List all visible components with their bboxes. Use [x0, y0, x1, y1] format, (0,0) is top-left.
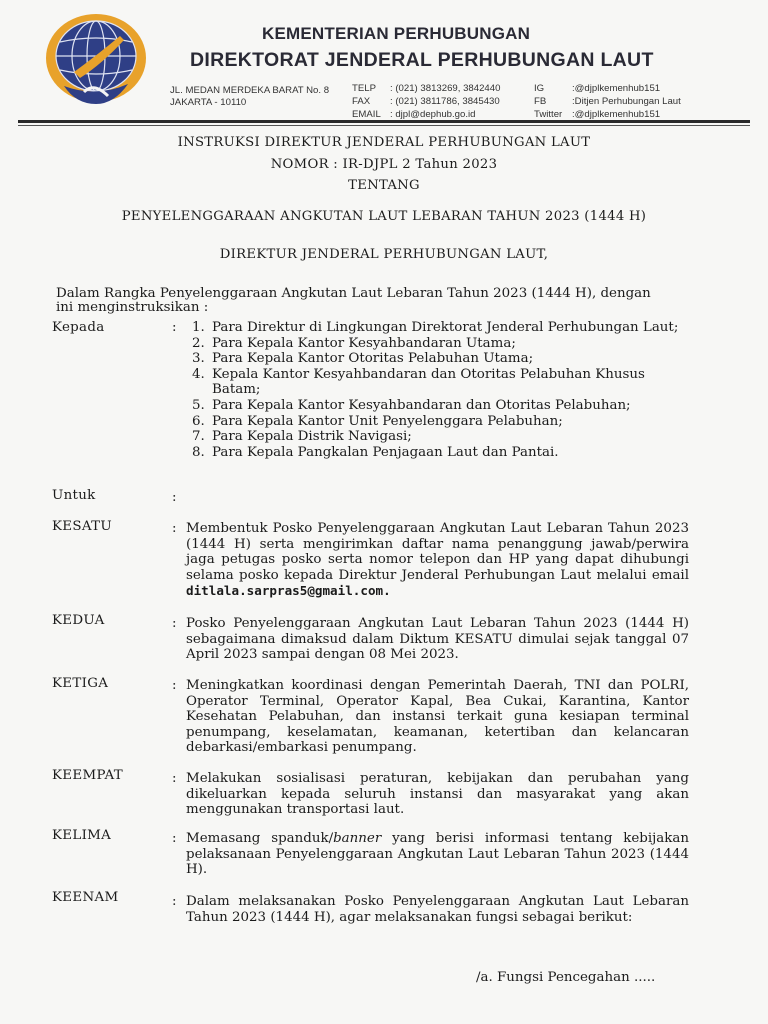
ig-label: IG: [534, 83, 545, 94]
keenam-colon: :: [172, 894, 177, 909]
instruction-subject: PENYELENGGARAAN ANGKUTAN LAUT LEBARAN TAHUN 2023 (1444 H): [121, 209, 647, 224]
kepada-label: Kepada: [52, 320, 105, 335]
intro-line-1: Dalam Rangka Penyelenggaraan Angkutan Laut Lebaran Tahun 2023 (1444 H), dengan: [56, 286, 651, 301]
twitter-value: :@djplkemenhub151: [572, 109, 661, 120]
list-text: Para Kepala Kantor Unit Penyelenggara Pelabuhan;: [212, 413, 563, 429]
list-item: [192, 445, 696, 461]
ketiga-text: Meningkatkan koordinasi dengan Pemerintah Daerah, TNI dan POLRI, Operator Terminal, Operator Kapal, Bea Cukai, Karantina, Kantor Kesehatan Pelabuhan, dan instansi terkait guna kesiapan terminal penumpang, keselamatan, keamanan, ketertiban dan kelancaran debarkasi/embarkasi penumpang.: [186, 678, 689, 756]
letterhead-ministry: KEMENTERIAN PERHUBUNGAN: [262, 24, 531, 43]
untuk-colon: :: [172, 490, 177, 505]
kelima-text: [186, 831, 689, 878]
fb-value: :Ditjen Perhubungan Laut: [572, 96, 681, 107]
instruction-title: INSTRUKSI DIREKTUR JENDERAL PERHUBUNGAN LAUT: [177, 135, 591, 150]
tentang-heading: TENTANG: [348, 178, 420, 193]
untuk-label: Untuk: [52, 488, 96, 503]
kesatu-body: Membentuk Posko Penyelenggaraan Angkutan Laut Lebaran Tahun 2023 (1444 H) serta mengirimkan daftar nama penanggung jawab/perwira jaga petugas posko serta nomor telepon dan HP yang dapat dihubungi selama posko kepada Direktur Jenderal Perhubungan Laut melalui email: [186, 521, 689, 583]
list-item: [192, 414, 696, 430]
letterhead-divider: [18, 120, 750, 123]
kelima-colon: :: [172, 831, 177, 846]
ketiga-label: KETIGA: [52, 676, 109, 691]
twitter-label: Twitter: [534, 109, 563, 120]
address-city: JAKARTA - 10110: [170, 97, 247, 108]
list-text: Para Kepala Pangkalan Penjagaan Laut dan Pantai.: [212, 444, 559, 460]
kedua-colon: :: [172, 616, 177, 631]
instruction-number: NOMOR : IR-DJPL 2 Tahun 2023: [270, 157, 498, 172]
list-text: Kepala Kantor Kesyahbandaran dan Otoritas Pelabuhan Khusus Batam;: [212, 366, 645, 398]
kedua-text: Posko Penyelenggaraan Angkutan Laut Lebaran Tahun 2023 (1444 H) sebagaimana dimaksud dalam Diktum KESATU dimulai sejak tanggal 07 April 2023 sampai dengan 08 Mei 2023.: [186, 616, 689, 663]
ketiga-colon: :: [172, 678, 177, 693]
ig-value: :@djplkemenhub151: [572, 83, 661, 94]
keenam-text: Dalam melaksanakan Posko Penyelenggaraan Angkutan Laut Lebaran Tahun 2023 (1444 H), agar melaksanakan fungsi sebagai berikut:: [186, 894, 689, 925]
continuation-note: /a. Fungsi Pencegahan .....: [476, 970, 656, 985]
list-number: 2.: [192, 335, 205, 351]
kelima-body-end: yang berisi informasi tentang kebijakan pelaksanaan Penyelenggaraan Angkutan Laut Lebaran Tahun 2023 (1444 H).: [186, 831, 690, 878]
issuer-heading: DIREKTUR JENDERAL PERHUBUNGAN LAUT,: [219, 247, 549, 262]
letterhead-directorate: DIREKTORAT JENDERAL PERHUBUNGAN LAUT: [190, 49, 654, 71]
kesatu-text: [186, 521, 689, 600]
keempat-label: KEEMPAT: [52, 768, 124, 783]
list-number: 5.: [192, 397, 205, 413]
fax-label: FAX: [352, 96, 371, 107]
telp-label: TELP: [352, 83, 376, 94]
kesatu-colon: :: [172, 521, 177, 536]
kelima-body-start: Memasang spanduk/: [186, 831, 334, 846]
address-street: JL. MEDAN MERDEKA BARAT No. 8: [170, 85, 330, 96]
ministry-logo-icon: [44, 12, 148, 108]
list-text: Para Kepala Kantor Kesyahbandaran dan Otoritas Pelabuhan;: [212, 397, 631, 413]
contact-email: ditlala.sarpras5@gmail.com.: [186, 583, 391, 599]
list-text: Para Kepala Distrik Navigasi;: [212, 429, 412, 445]
list-number: 8.: [192, 444, 205, 460]
list-item: [192, 398, 696, 414]
email-value: : djpl@dephub.go.id: [390, 109, 476, 120]
letterhead-divider-thin: [18, 125, 750, 126]
keempat-text: Melakukan sosialisasi peraturan, kebijakan dan perubahan yang dikeluarkan kepada seluruh instansi dan masyarakat yang akan menggunakan transportasi laut.: [186, 771, 689, 818]
kedua-label: KEDUA: [52, 613, 105, 628]
list-number: 7.: [192, 429, 205, 445]
kelima-label: KELIMA: [52, 828, 112, 843]
list-item: [192, 429, 696, 445]
list-number: 1.: [192, 320, 205, 335]
recipient-list: [192, 320, 696, 460]
fb-label: FB: [534, 96, 547, 107]
intro-line-2: ini menginstruksikan :: [56, 300, 209, 315]
list-item: [192, 336, 696, 352]
list-text: Para Kepala Kantor Otoritas Pelabuhan Utama;: [212, 351, 534, 367]
telp-value: : (021) 3813269, 3842440: [390, 83, 501, 94]
list-item: [192, 320, 696, 336]
list-text: Para Kepala Kantor Kesyahbandaran Utama;: [212, 335, 516, 351]
list-number: 3.: [192, 351, 205, 367]
keenam-label: KEENAM: [52, 890, 119, 905]
keempat-colon: :: [172, 771, 177, 786]
list-text: Para Direktur di Lingkungan Direktorat Jenderal Perhubungan Laut;: [212, 320, 679, 335]
list-item: [192, 351, 696, 367]
kepada-colon: :: [172, 320, 177, 335]
fax-value: : (021) 3811786, 3845430: [390, 96, 500, 107]
list-number: 6.: [192, 413, 205, 429]
list-item: [192, 367, 696, 398]
kelima-banner-word: banner: [333, 831, 382, 846]
kesatu-label: KESATU: [52, 519, 112, 534]
email-label: EMAIL: [352, 109, 381, 120]
list-number: 4.: [192, 366, 205, 382]
